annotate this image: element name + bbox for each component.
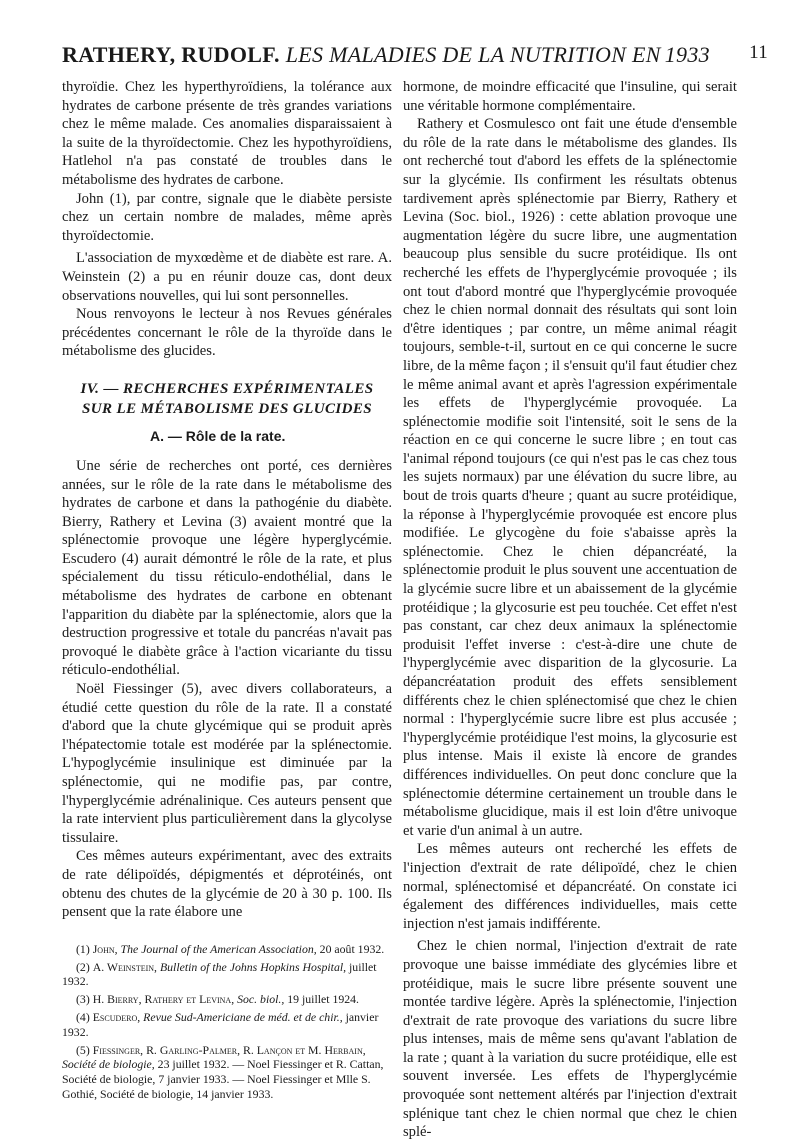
footnote-author: A. Weinstein, (92, 959, 157, 974)
header-year: 1933 (664, 42, 710, 67)
paragraph: thyroïdie. Chez les hyperthyroïdiens, la tolérance aux hydrates de carbone présente de très grandes variations chez le même malade. Ces anomalies disparaissaient à la suite de la thyroïdectomie. Chez les hypothyroïdiens, Hatlehol n'a pas constaté de troubles dans le métabolisme des hydrates de carbone. (62, 79, 392, 188)
footnote-detail: 20 août 1932. (319, 941, 385, 956)
footnote-detail: 23 juillet 1932. — Noel Fiessinger et R. Cattan, Société de biologie, 7 janvier 1933. — Noel Fiessinger et Mlle S. Gothié, Société de biologie, 14 janvier 1933. (62, 1057, 384, 1101)
footnote-source: Revue Sud-Americiane de méd. et de chir., (143, 1009, 343, 1024)
section-heading (62, 379, 392, 419)
footnote-source: Société de biologie, (62, 1057, 155, 1072)
footnote-number: (2) (76, 959, 90, 974)
footnote (62, 992, 392, 1007)
footnote-number: (3) (76, 992, 90, 1007)
right-column (403, 78, 737, 1142)
paragraph: hormone, de moindre efficacité que l'insuline, qui serait une véritable hormone complémentaire. (403, 79, 737, 114)
paragraph: Une série de recherches ont porté, ces dernières années, sur le rôle de la rate dans le métabolisme des hydrates de carbone et dans la pathogénie du diabète. Bierry, Rathery et Levina (3) avaient montré que la splénectomie provoque une légère hyperglycémie. Escudero (4) aurait démontré le rôle de la rate, et plus spécialement du tissu réticulo-endothélial, dans le métabolisme des hydrates de carbone en obtenant l'apparition du diabète par la splénectomie, alors que la destruction progressive et totale du pancréas n'avait pas provoqué le diabète grâce à l'action vicariante du tissu réticulo-endothélial. (62, 457, 392, 679)
footnote-author: Escudero, (92, 1009, 141, 1024)
footnote-number: (1) (76, 941, 90, 956)
paragraph: Chez le chien normal, l'injection d'extrait de rate provoque une baisse immédiate des glycémies libre et protéidique, mais le sucre libre présente souvent une montée tardive légère. Après la splénectomie, l'injection d'extrait de rate provoque des variations du sucre libre plus intenses, mais de même sens qu'avant l'ablation de la rate ; quant à la variation du sucre protéidique, elle est souvent inversée. Les effets de l'hyperglycémie provoquée sont nettement altérés par l'injection d'extrait splénique tant chez le chien normal que chez le chien splé- (403, 938, 737, 1141)
footnote-source: Soc. biol., (237, 992, 285, 1007)
footnote-detail: 19 juillet 1924. (287, 992, 360, 1007)
paragraph: John (1), par contre, signale que le diabète persiste chez un certain nombre de malades, même après thyroïdectomie. (62, 190, 392, 244)
footnote-detail: janvier 1932. (62, 1009, 379, 1039)
left-column (62, 78, 392, 1105)
footnote-author: Fiessinger, R. Garling-Palmer, R. Lançon et M. Herbain, (92, 1042, 366, 1057)
section-heading-line: IV. — RECHERCHES EXPÉRIMENTALES (80, 380, 374, 397)
footnote (62, 1043, 392, 1102)
footnote-number: (4) (76, 1009, 90, 1024)
footnote (62, 960, 392, 990)
paragraph: Noël Fiessinger (5), avec divers collaborateurs, a étudié cette question du rôle de la rate. Il a constaté d'abord que la chute glycémique qui se produit après l'hépatectomie totale est modérée par la splénectomie. L'hypoglycémie insulinique est diminuée par la splénectomie, qui ne modifie pas, par contre, l'hyperglycémie adrénalinique. Ces auteurs pensent que la rate intervient plus particulièrement dans la glycolyse tissulaire. (62, 681, 392, 846)
footnote (62, 1010, 392, 1040)
running-header (62, 42, 768, 70)
footnote-author: John, (92, 941, 118, 956)
paragraph: L'association de myxœdème et de diabète est rare. A. Weinstein (2) a pu en réunir douze cas, dont deux observations nouvelles, qui lui sont personnelles. (62, 250, 392, 304)
footnote-number: (5) (76, 1042, 90, 1057)
paragraph: Les mêmes auteurs ont recherché les effets de l'injection d'extrait de rate délipoïdé, chez le chien normal, splénectomisé et dépancréaté. On constate ici également des différences individuelles, mais cette injection n'est jamais indifférente. (403, 841, 737, 932)
paragraph: Ces mêmes auteurs expérimentant, avec des extraits de rate délipoïdés, dépigmentés et déprotéinés, ont obtenu des chutes de la glycémie de 20 à 30 p. 100. Ils pensent que la rate élabore une (62, 848, 392, 921)
footnote-detail: juillet 1932. (62, 959, 377, 989)
footnote-source: The Journal of the American Association, (120, 941, 317, 956)
footnote-source: Bulletin of the Johns Hopkins Hospital, (159, 959, 347, 974)
header-author: RATHERY, RUDOLF. (62, 42, 280, 67)
paragraph: Nous renvoyons le lecteur à nos Revues générales précédentes concernant le rôle de la thyroïde dans le métabolisme des glucides. (62, 306, 392, 360)
footnotes (62, 942, 392, 1102)
header-title: LES MALADIES DE LA NUTRITION EN (285, 42, 661, 67)
footnote-author: H. Bierry, Rathery et Levina, (92, 992, 235, 1007)
section-heading-line: SUR LE MÉTABOLISME DES GLUCIDES (82, 400, 372, 417)
page-number: 11 (749, 42, 768, 63)
subsection-heading: A. — Rôle de la rate. (150, 427, 286, 444)
paragraph: Rathery et Cosmulesco ont fait une étude d'ensemble du rôle de la rate dans le métabolisme des glandes. Ils ont recherché tout d'abord les effets de la splénectomie sur la glycémie. Ils confirment les résultats obtenus tardivement après splénectomie par Bierry, Rathery et Levina (Soc. biol., 1926) : cette ablation provoque une augmentation légère du sucre libre, une augmentation beaucoup plus sensible du sucre protéidique. Ils ont recherché les effets de l'hyperglycémie provoquée ; ils ont tout d'abord montré que l'hyperglycémie provoquée chez le chien normal donnait des résultats qui sont loin d'être identiques ; par contre, un même animal réagit toujours, semble-t-il, surtout en ce qui concerne le sucre libre, de la même façon ; il s'ensuit qu'il faut étudier chez le même animal avant et après l'agression expérimentale les effets de l'hyperglycémie provoquée. La splénectomie modifie soit l'intensité, soit le sens de la réaction en ce qui concerne le sucre libre ; en tout cas l'animal répond toujours (ce qui n'est pas le cas chez tous les sujets normaux) par une élévation du sucre libre, au bout de trois quarts d'heure ; quant au sucre protéidique, la réponse à l'hyperglycémie provoquée est encore plus modifiée. Le glycogène du foie s'abaisse après la splénectomie. Chez le chien dépancréaté, la splénectomie produit le plus souvent une accentuation de la glycémie sucre libre et un abaissement de la glycémie protéidique ; la glycosurie est peu touchée. Cet effet n'est pas constant, car chez deux animaux la splénectomie produisit l'effet inverse : c'est-à-dire une chute de l'hyperglycémie avec disparition de la glycosurie. La dépancréatation produit des effets sensiblement différents chez le chien splénectomisé que chez le chien normal : l'hyperglycémie sucre libre est plus accusée ; l'hyperglycémie protéidique l'est moins, la glycosurie est plus intense. Mais il existe là encore de grandes différences individuelles. On peut donc conclure que la splénectomie détermine certainement un trouble dans le métabolisme glucidique, mais il est loin d'être univoque et varie d'un animal à un autre. (403, 116, 737, 839)
footnote (62, 942, 392, 957)
